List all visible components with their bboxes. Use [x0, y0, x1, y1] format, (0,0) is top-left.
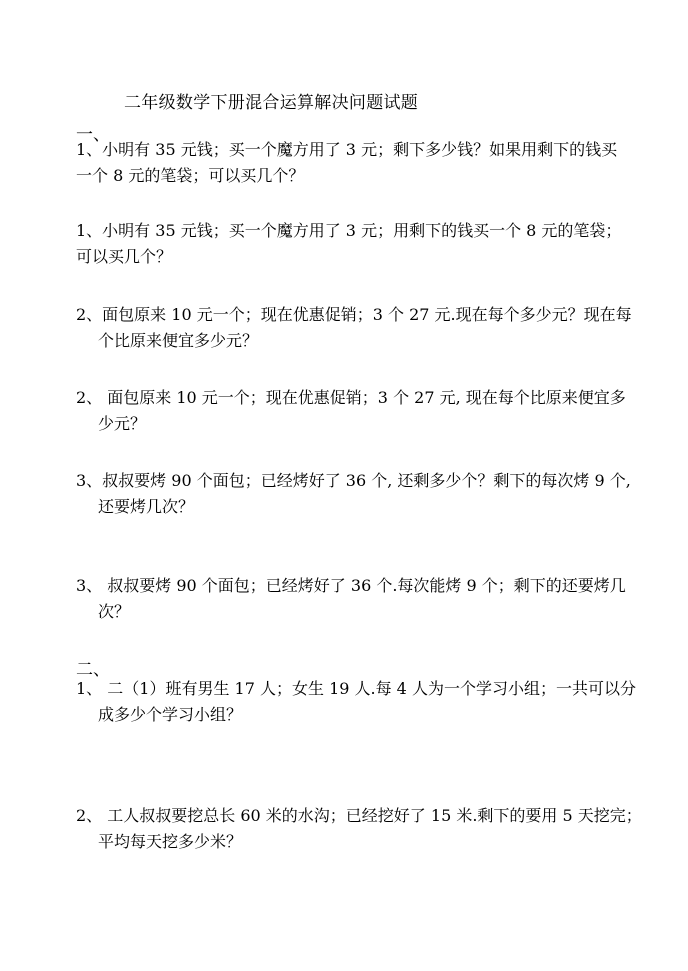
problem-line: 少元？	[98, 414, 147, 433]
problem-3b	[76, 573, 626, 625]
problem-line: 1、小明有 35 元钱；买一个魔方用了 3 元；剩下多少钱？如果用剩下的钱买	[76, 140, 618, 159]
problem-2b	[76, 385, 626, 437]
problem-line: 还要烤几次？	[98, 497, 195, 516]
problem-line: 3、叔叔要烤 90 个面包；已经烤好了 36 个, 还剩多少个？剩下的每次烤 9 个,	[76, 471, 631, 490]
problem-s2-1	[76, 676, 636, 728]
problem-line: 成多少个学习小组？	[98, 705, 243, 724]
problem-2a	[76, 302, 632, 354]
problem-line: 1、 二（1）班有男生 17 人；女生 19 人.每 4 人为一个学习小组；一共可以分	[76, 679, 636, 698]
problem-line: 个比原来便宜多少元？	[98, 331, 259, 350]
problem-line: 2、 面包原来 10 元一个；现在优惠促销；3 个 27 元, 现在每个比原来便宜多	[76, 388, 626, 407]
problem-line: 3、 叔叔要烤 90 个面包；已经烤好了 36 个.每次能烤 9 个；剩下的还要烤几	[76, 576, 626, 595]
problem-line: 次？	[98, 602, 131, 621]
problem-1a	[76, 137, 621, 189]
problem-line: 平均每天挖多少米？	[98, 832, 243, 851]
page-title: 二年级数学下册混合运算解决问题试题	[124, 93, 419, 113]
problem-line: 2、面包原来 10 元一个；现在优惠促销；3 个 27 元.现在每个多少元？现在每	[76, 305, 632, 324]
problem-3a	[76, 468, 631, 520]
section-heading-2: 二、	[76, 660, 110, 680]
problem-line: 可以买几个？	[76, 247, 173, 266]
problem-line: 一个 8 元的笔袋；可以买几个？	[76, 166, 305, 185]
problem-line: 2、 工人叔叔要挖总长 60 米的水沟；已经挖好了 15 米.剩下的要用 5 天挖完；	[76, 806, 642, 825]
problem-s2-2	[76, 803, 642, 855]
problem-1b	[76, 218, 621, 270]
problem-line: 1、小明有 35 元钱；买一个魔方用了 3 元；用剩下的钱买一个 8 元的笔袋；	[76, 221, 622, 240]
section-heading-1: 一、	[76, 125, 110, 145]
